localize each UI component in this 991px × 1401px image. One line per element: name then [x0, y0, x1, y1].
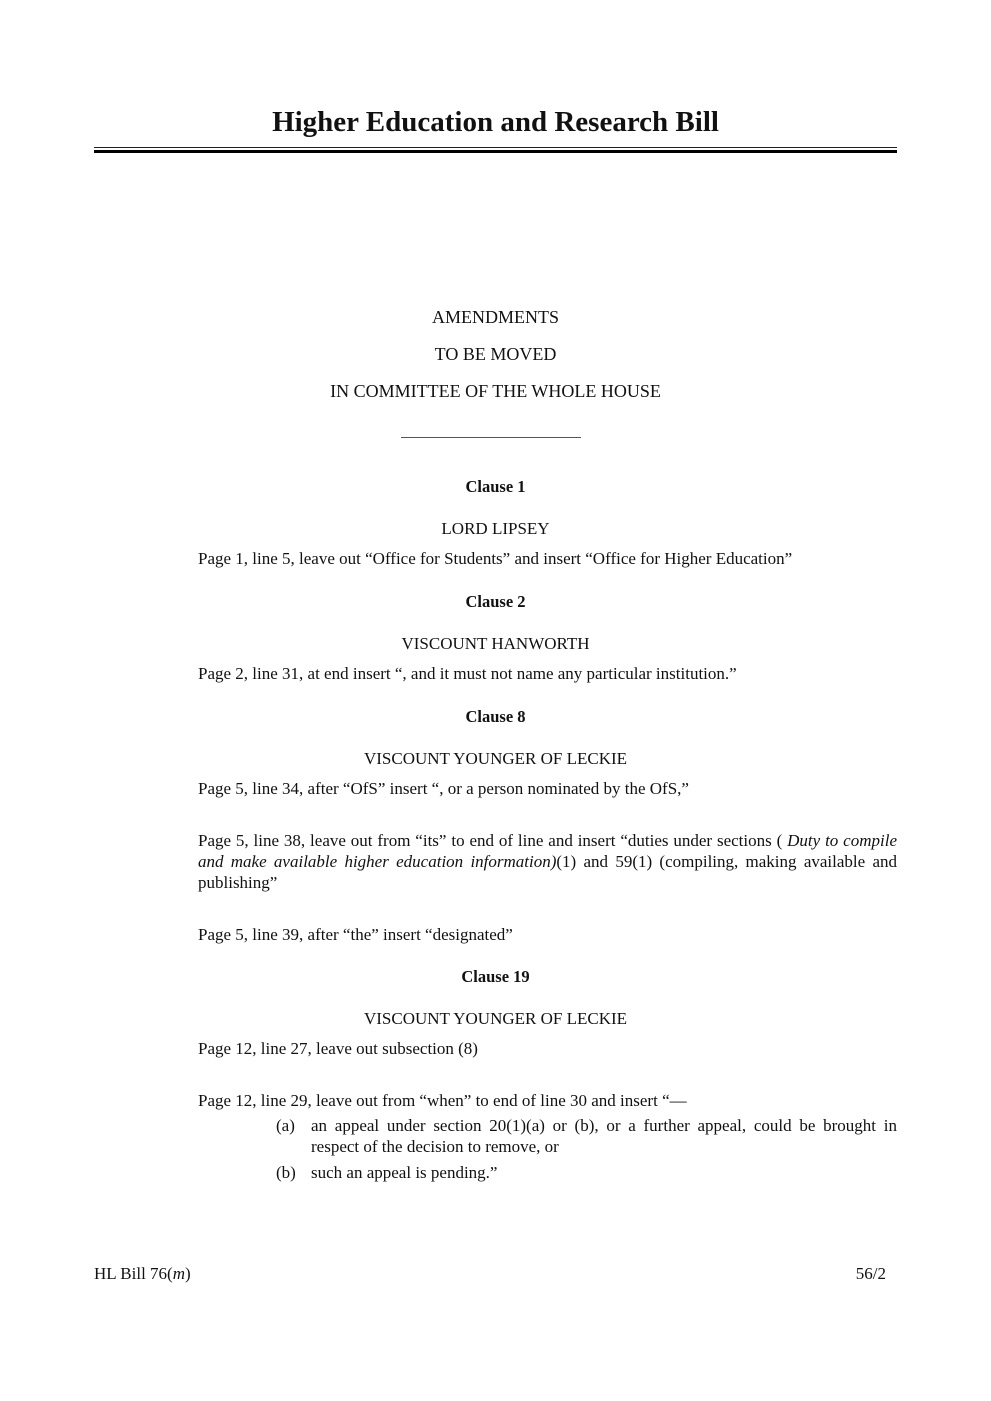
amendment-text: Page 1, line 5, leave out “Office for Students” and insert “Office for Higher Education”	[198, 549, 793, 568]
clause-heading: Clause 19	[461, 967, 530, 986]
bill-number-close: )	[184, 1264, 191, 1283]
heading-amendments: AMENDMENTS	[431, 307, 559, 327]
amendment-text: Page 12, line 27, leave out subsection (8)	[198, 1039, 478, 1058]
heading-to-be-moved: TO BE MOVED	[434, 344, 557, 364]
amendment-paragraph-a	[276, 1115, 897, 1157]
paragraph-text: such an appeal is pending.”	[311, 1163, 498, 1182]
amendment-text: Page 5, line 34, after “OfS” insert “, or a person nominated by the OfS,”	[198, 779, 689, 798]
bill-number-prefix: HL Bill 76(	[94, 1264, 173, 1283]
title-rule-thin	[94, 147, 897, 148]
member-name: VISCOUNT HANWORTH	[401, 634, 590, 653]
member-name: VISCOUNT YOUNGER OF LECKIE	[363, 749, 628, 768]
amendment-paragraph-b	[276, 1162, 897, 1183]
paragraph-label: (b)	[276, 1163, 296, 1182]
bill-number-suffix-italic: m	[172, 1264, 185, 1283]
reference-number: 56/2	[855, 1264, 886, 1283]
heading-divider	[401, 437, 581, 438]
member-name: VISCOUNT YOUNGER OF LECKIE	[363, 1009, 628, 1028]
title-rule-thick	[94, 150, 897, 153]
amendment-text: Page 5, line 39, after “the” insert “designated”	[198, 925, 513, 944]
heading-committee: IN COMMITTEE OF THE WHOLE HOUSE	[330, 381, 661, 401]
clause-heading: Clause 8	[465, 707, 526, 726]
clause-heading: Clause 2	[465, 592, 526, 611]
paragraph-label: (a)	[276, 1116, 295, 1135]
member-name: LORD LIPSEY	[441, 519, 550, 538]
bill-number	[94, 1264, 191, 1284]
amendment-text-part: Page 5, line 38, leave out from “its” to end of line and insert “duties under sections (	[198, 831, 783, 850]
amendment-italic-reference: Duty to compile and make available higher education information)	[198, 831, 897, 871]
amendment-text	[198, 830, 897, 893]
amendment-text: Page 12, line 29, leave out from “when” to end of line 30 and insert “—	[198, 1091, 687, 1110]
amendment-text-part: (1) and 59(1) (compiling, making available and publishing”	[198, 852, 897, 892]
clause-heading: Clause 1	[465, 477, 526, 496]
paragraph-text: an appeal under section 20(1)(a) or (b), or a further appeal, could be brought in respect of the decision to remove, or	[311, 1116, 897, 1156]
amendment-text: Page 2, line 31, at end insert “, and it must not name any particular institution.”	[198, 664, 737, 683]
bill-title: Higher Education and Research Bill	[272, 106, 719, 138]
